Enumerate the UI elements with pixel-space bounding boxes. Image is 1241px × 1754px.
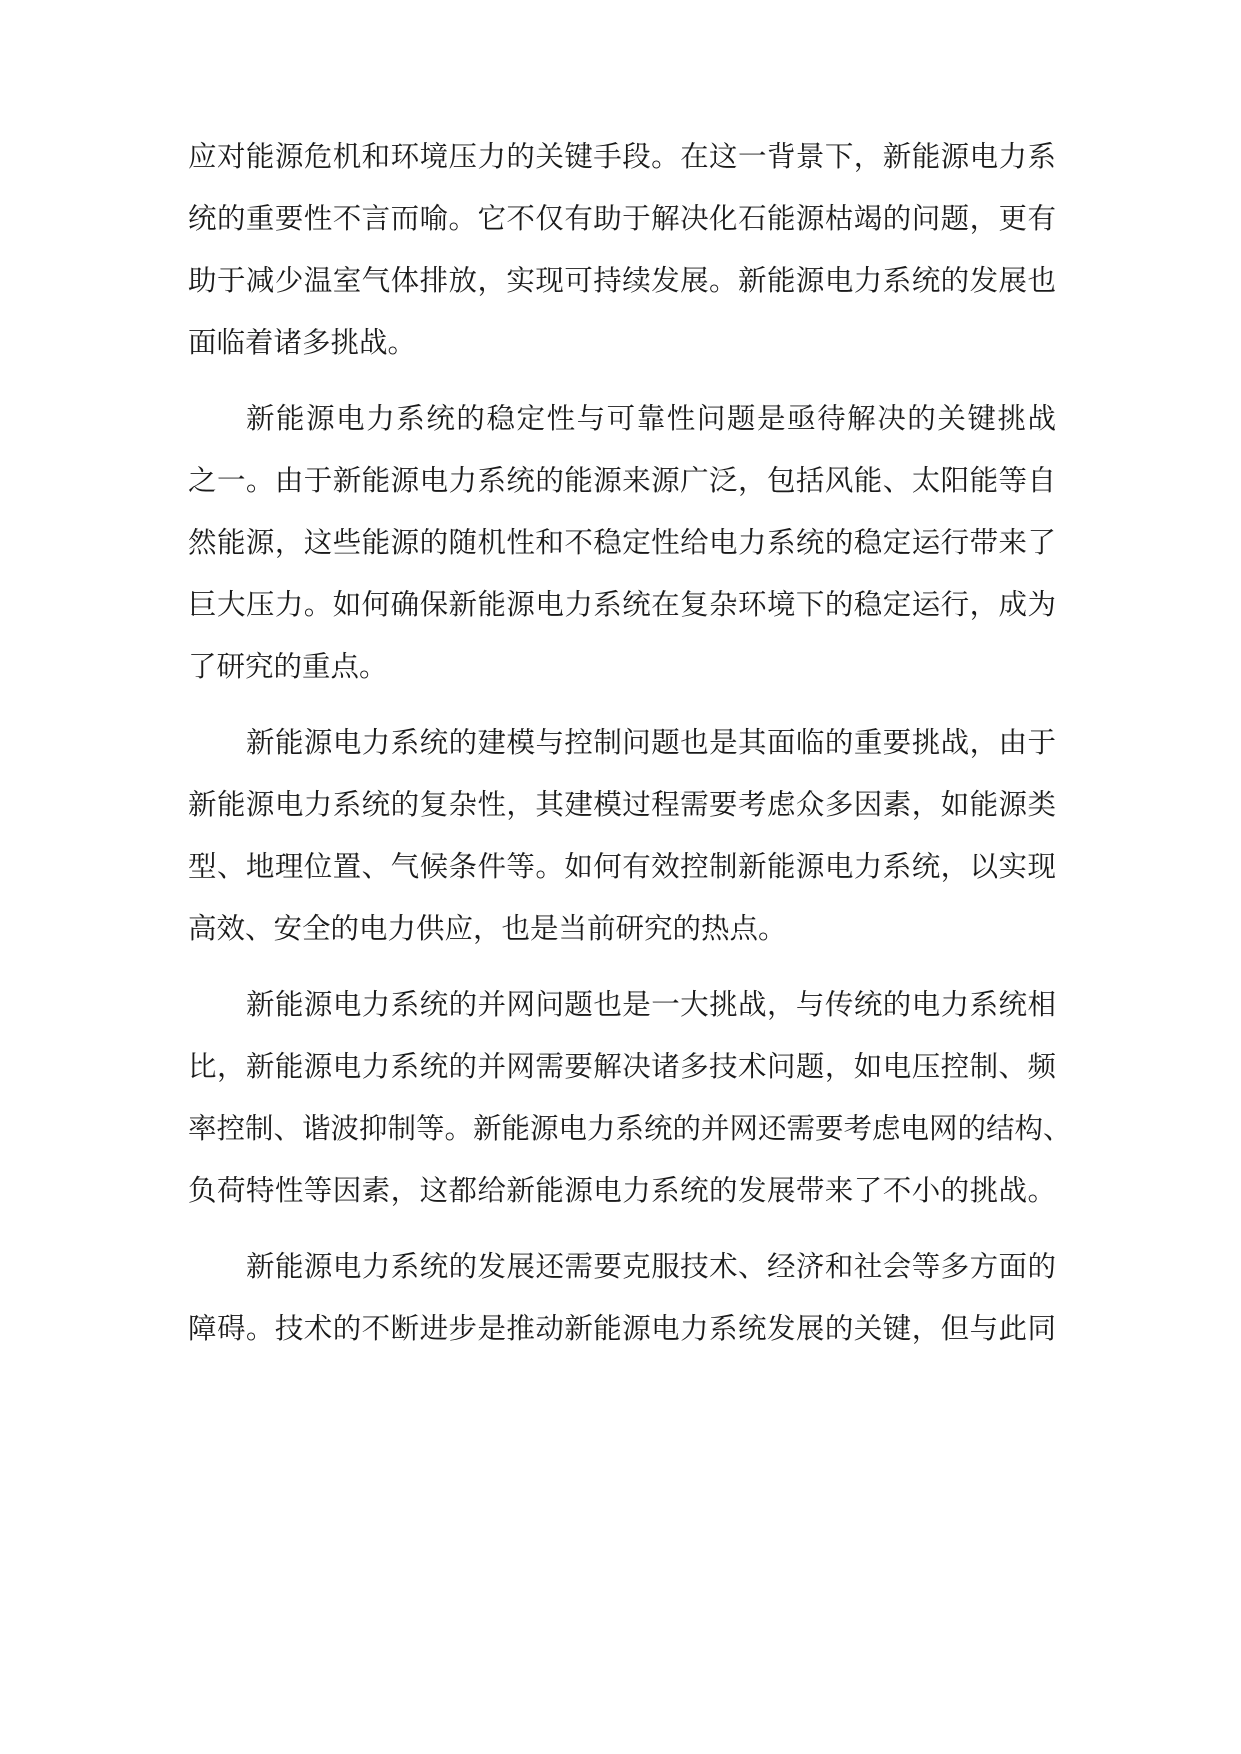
text-line-11: 新能源电力系统的复杂性，其建模过程需要考虑众多因素，如能源类 [188, 788, 1056, 821]
text-line-8: 巨大压力。如何确保新能源电力系统在复杂环境下的稳定运行，成为 [188, 588, 1056, 621]
text-line-7: 然能源，这些能源的随机性和不稳定性给电力系统的稳定运行带来了 [188, 526, 1056, 559]
text-line-19: 障碍。技术的不断进步是推动新能源电力系统发展的关键，但与此同 [188, 1312, 1056, 1345]
text-line-16: 率控制、谐波抑制等。新能源电力系统的并网还需要考虑电网的结构、 [188, 1112, 1072, 1145]
text-line-4: 面临着诸多挑战。 [188, 326, 417, 359]
text-line-10: 新能源电力系统的建模与控制问题也是其面临的重要挑战，由于 [246, 726, 1056, 759]
text-line-13: 高效、安全的电力供应，也是当前研究的热点。 [188, 912, 787, 945]
text-line-1: 应对能源危机和环境压力的关键手段。在这一背景下，新能源电力系 [188, 140, 1056, 173]
text-line-5: 新能源电力系统的稳定性与可靠性问题是亟待解决的关键挑战 [246, 402, 1056, 435]
text-line-15: 比，新能源电力系统的并网需要解决诸多技术问题，如电压控制、频 [188, 1050, 1056, 1083]
text-line-14: 新能源电力系统的并网问题也是一大挑战，与传统的电力系统相 [246, 988, 1056, 1021]
text-line-9: 了研究的重点。 [188, 650, 388, 683]
text-line-17: 负荷特性等因素，这都给新能源电力系统的发展带来了不小的挑战。 [188, 1174, 1056, 1207]
text-line-6: 之一。由于新能源电力系统的能源来源广泛，包括风能、太阳能等自 [188, 464, 1056, 497]
text-line-2: 统的重要性不言而喻。它不仅有助于解决化石能源枯竭的问题，更有 [188, 202, 1056, 235]
text-line-12: 型、地理位置、气候条件等。如何有效控制新能源电力系统，以实现 [188, 850, 1056, 883]
text-line-18: 新能源电力系统的发展还需要克服技术、经济和社会等多方面的 [246, 1250, 1056, 1283]
text-line-3: 助于减少温室气体排放，实现可持续发展。新能源电力系统的发展也 [188, 264, 1056, 297]
